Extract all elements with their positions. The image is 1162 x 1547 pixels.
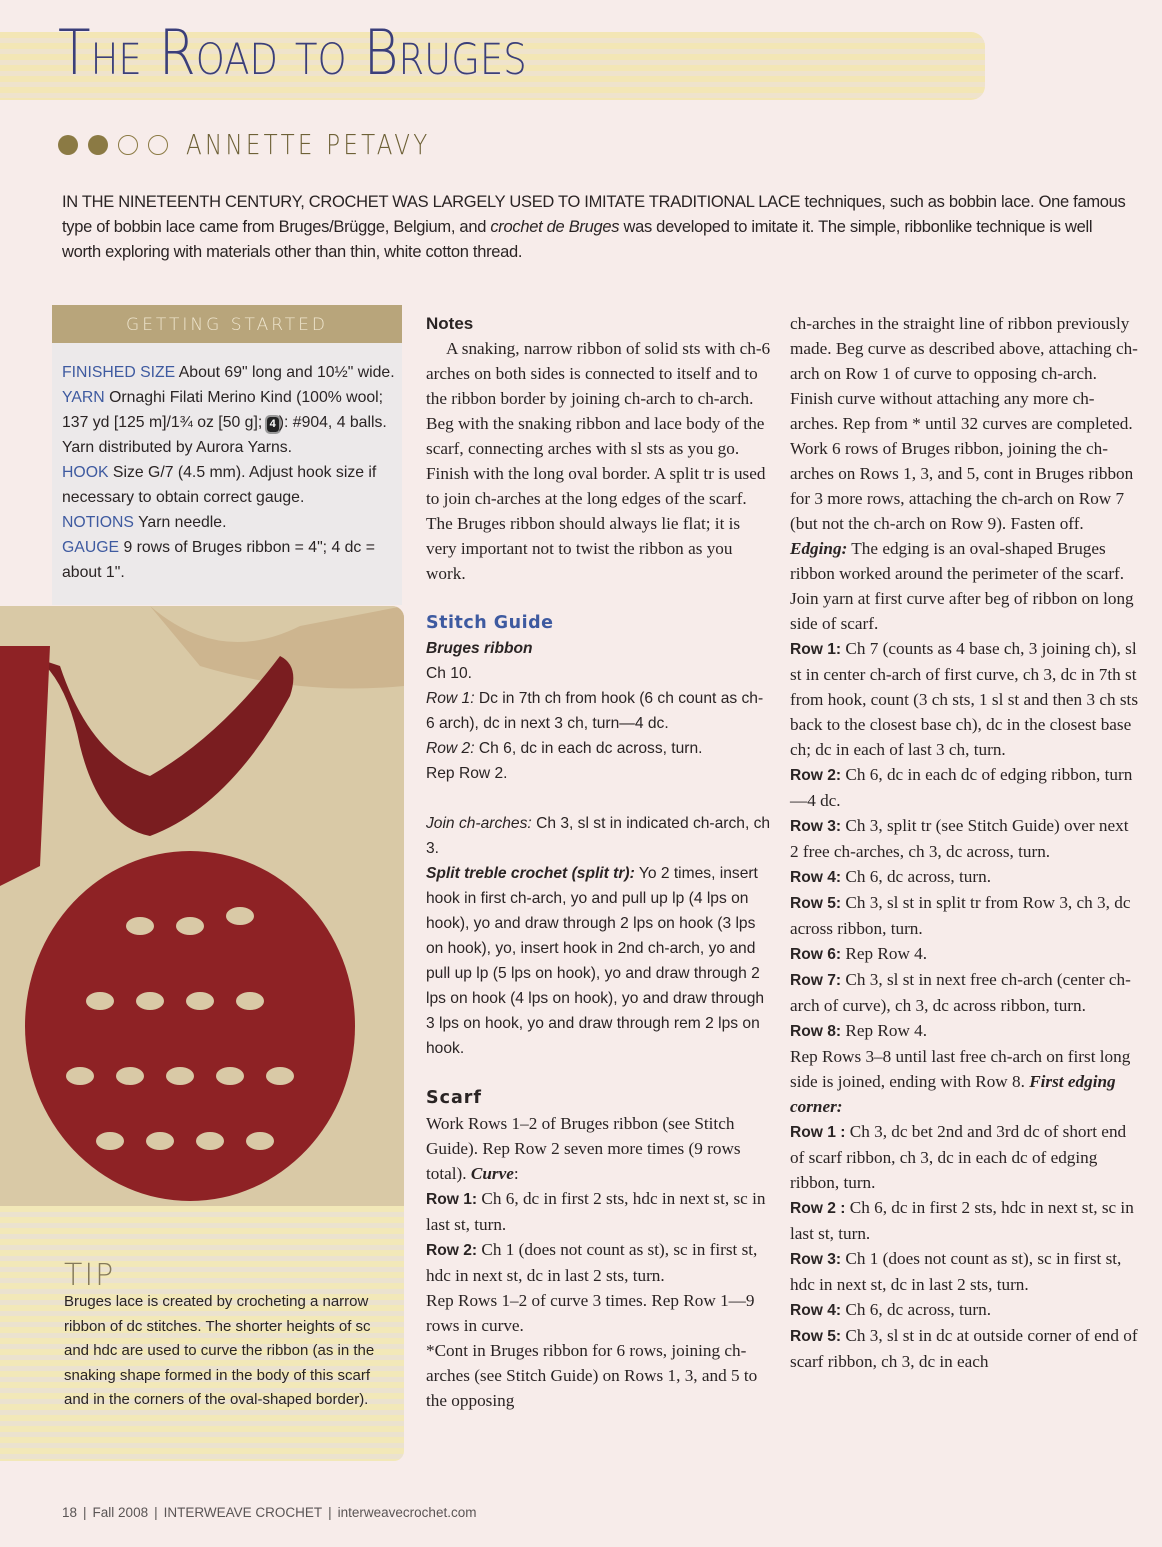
spec-label: NOTIONS: [62, 514, 134, 531]
skill-level-filled-icon: [88, 135, 108, 155]
scarf-heading: Scarf: [426, 1088, 483, 1108]
corner-row: [790, 1246, 1140, 1297]
row-text: Ch 3, sl st in next free ch-arch (center ch-arch of curve), ch 3, dc across ribbon, turn.: [790, 970, 1131, 1015]
edging-text: The edging is an oval-shaped Bruges ribbon worked around the perimeter of the scarf. Join yarn at first curve after beg of ribbon on long side of scarf.: [790, 539, 1134, 633]
row-label: Split treble crochet (split tr):: [426, 865, 635, 882]
spec-label: FINISHED SIZE: [62, 364, 176, 381]
scarf-intro-text: Work Rows 1–2 of Bruges ribbon (see Stitch Guide). Rep Row 2 seven more times (9 rows total).: [426, 1114, 741, 1183]
scarf-row-1: [426, 1186, 771, 1237]
separator: |: [154, 1505, 158, 1520]
row-label: Row 1:: [426, 1191, 478, 1208]
spec-label: YARN: [62, 389, 105, 406]
finished-size: [62, 360, 402, 385]
row-text: Yo 2 times, insert hook in first ch-arch, yo and pull up lp (4 lps on hook), yo and draw through 2 lps on hook (3 lps on hook), yo, insert hook in 2nd ch-arch, yo and pull up lp (5 lps on hook), yo and draw through 2 lps on hook (4 lps on hook), yo and draw through 3 lps on hook, yo and draw through rem 2 lps on hook.: [426, 865, 765, 1057]
skill-level-filled-icon: [58, 135, 78, 155]
tip-heading: TIP: [64, 1258, 116, 1293]
scarf-cont: *Cont in Bruges ribbon for 6 rows, joining ch-arches (see Stitch Guide) on Rows 1, 3, and 5 to the opposing: [426, 1341, 758, 1410]
edging-row: [790, 813, 1140, 864]
row-text: Ch 7 (counts as 4 base ch, 3 joining ch), sl st in center ch-arch of first curve, ch 3, dc in 7th st from hook, count (3 ch sts, 1 sl st and then 3 ch sts back to the closest base ch), dc in the closest base ch; dc in each of last 3 ch, turn.: [790, 639, 1139, 759]
getting-started-heading: GETTING STARTED: [52, 305, 402, 343]
row-text: Dc in 7th ch from hook (6 ch count as ch-6 arch), dc in next 3 ch, turn—4 dc.: [426, 690, 764, 732]
spec-label: GAUGE: [62, 539, 120, 556]
column-middle: [426, 311, 771, 1413]
notes-body: A snaking, narrow ribbon of solid sts with ch-6 arches on both sides is connected to itself and to the ribbon border by joining ch-arch to ch-arch. Beg with the snaking ribbon and lace body of the scarf, connecting arches with sl sts as you go. Finish with the long oval border. A split tr is used to join ch-arches at the long edges of the scarf. The Bruges ribbon should always lie flat; it is very important not to twist the ribbon as you work.: [426, 339, 771, 583]
scarf-cont-continued: ch-arches in the straight line of ribbon previously made. Beg curve as described above, attaching ch-arch on Row 1 of curve to opposing ch-arch. Finish curve without attaching any more ch-arches. Rep from * until 32 curves are completed. Work 6 rows of Bruges ribbon, joining the ch-arches on Rows 1, 3, and 5, cont in Bruges ribbon for 3 more rows, attaching the ch-arch on Row 7 (but not the ch-arch on Row 9). Fasten off.: [790, 314, 1138, 533]
byline: [58, 128, 484, 161]
row-label: Row 2 :: [790, 1200, 846, 1217]
row-label: Row 1 :: [790, 1124, 846, 1141]
notes-heading: Notes: [426, 314, 474, 333]
spec-value: ): #904, 4 balls. Yarn distributed by Aurora Yarns.: [62, 414, 387, 456]
edging-label: Edging:: [790, 539, 848, 558]
edging-row: [790, 1018, 1140, 1044]
skill-level-empty-icon: [148, 135, 168, 155]
curve-colon: :: [513, 1164, 519, 1183]
row-label: Row 1:: [426, 690, 475, 707]
split-treble: [426, 861, 771, 1061]
notions: [62, 510, 402, 535]
spec-label: HOOK: [62, 464, 109, 481]
stitch-ch: Ch 10.: [426, 665, 472, 682]
join-ch-arches: [426, 811, 771, 861]
intro-text: techniques, such as bobbin lace. One famous type of bobbin lace came from Bruges/Brügge, Belgium, and: [62, 193, 1126, 236]
row-text: Ch 1 (does not count as st), sc in first st, hdc in next st, dc in last 2 sts, turn.: [790, 1249, 1122, 1294]
gauge: [62, 535, 402, 585]
issue: Fall 2008: [92, 1505, 149, 1520]
page-title: The Road to Bruges: [58, 16, 527, 89]
yarn: [62, 385, 402, 460]
spec-value: About 69" long and 10½" wide.: [175, 364, 395, 381]
row-label: Row 3:: [790, 818, 842, 835]
row-text: Ch 6, dc in first 2 sts, hdc in next st, sc in last st, turn.: [790, 1198, 1134, 1243]
bruges-ribbon-subheading: Bruges ribbon: [426, 640, 533, 657]
row-label: Join ch-arches:: [426, 815, 532, 832]
row-label: Row 8:: [790, 1023, 842, 1040]
edging-row: [790, 636, 1140, 762]
edging-row: [790, 941, 1140, 967]
row-label: Row 1:: [790, 641, 842, 658]
skill-level-empty-icon: [118, 135, 138, 155]
column-right: [790, 311, 1140, 1374]
intro-text: was developed to imitate it. The simple, ribbonlike technique is well worth exploring with materials other than thin, white cotton thread.: [62, 218, 1093, 261]
row-text: Ch 6, dc across, turn.: [841, 1300, 992, 1319]
getting-started-box: [52, 305, 402, 605]
spec-value: Yarn needle.: [133, 514, 227, 531]
row-text: Ch 6, dc in each dc across, turn.: [474, 740, 703, 757]
scarf-intro: [426, 1111, 771, 1186]
yarn-weight-icon: 4: [267, 417, 279, 432]
edging-rep-text: Rep Rows 3–8 until last free ch-arch on first long side is joined, ending with Row 8.: [790, 1047, 1131, 1091]
edging-row: [790, 890, 1140, 941]
corner-row: [790, 1119, 1140, 1195]
author-name: ANNETTE PETAVY: [186, 128, 431, 161]
intro-italic: crochet de Bruges: [490, 218, 620, 236]
row-label: Row 7:: [790, 972, 842, 989]
stitch-guide-heading: Stitch Guide: [426, 613, 554, 633]
row-text: Ch 3, sl st in split tr from Row 3, ch 3, dc across ribbon, turn.: [790, 893, 1131, 938]
page-number: 18: [62, 1505, 78, 1520]
tip-body: Bruges lace is created by crocheting a narrow ribbon of dc stitches. The shorter heights of sc and hdc are used to curve the ribbon (as in the snaking shape formed in the body of this scarf and in the corners of the oval-shaped border).: [64, 1293, 375, 1408]
scarf-photo: [0, 606, 404, 1206]
row-label: Row 6:: [790, 946, 842, 963]
row-label: Row 4:: [790, 1302, 842, 1319]
row-label: Row 2:: [426, 1242, 478, 1259]
scarf-row-2: [426, 1237, 771, 1288]
row-text: Ch 3, split tr (see Stitch Guide) over next 2 free ch-arches, ch 3, dc across, turn.: [790, 816, 1129, 861]
separator: |: [83, 1505, 87, 1520]
edging-row: [790, 762, 1140, 813]
corner-row: [790, 1297, 1140, 1323]
row-label: Row 5:: [790, 895, 842, 912]
row-text: Ch 6, dc in first 2 sts, hdc in next st, sc in last st, turn.: [426, 1189, 766, 1234]
edging-row: [790, 864, 1140, 890]
stitch-row-1: [426, 686, 771, 736]
page-footer: [62, 1505, 476, 1520]
row-label: Row 4:: [790, 869, 842, 886]
row-label: Row 2:: [426, 740, 475, 757]
row-text: Ch 3, dc bet 2nd and 3rd dc of short end of scarf ribbon, ch 3, dc in each dc of edging ribbon, turn.: [790, 1122, 1127, 1192]
row-label: Row 3:: [790, 1251, 842, 1268]
hook: [62, 460, 402, 510]
row-label: Row 5:: [790, 1328, 842, 1345]
edging-row: [790, 967, 1140, 1018]
spec-value: Size G/7 (4.5 mm). Adjust hook size if necessary to obtain correct gauge.: [62, 464, 377, 506]
corner-row: [790, 1195, 1140, 1246]
corner-row: [790, 1323, 1140, 1374]
row-text: Ch 1 (does not count as st), sc in first st, hdc in next st, dc in last 2 sts, turn.: [426, 1240, 758, 1285]
website-link[interactable]: interweavecrochet.com: [337, 1505, 477, 1520]
row-label: Row 2:: [790, 767, 842, 784]
stitch-row-2: [426, 736, 771, 761]
separator: |: [328, 1505, 332, 1520]
magazine-name: INTERWEAVE CROCHET: [163, 1505, 323, 1520]
corner-label: First edging corner:: [790, 1072, 1116, 1116]
row-text: Ch 3, sl st in dc at outside corner of end of scarf ribbon, ch 3, dc in each: [790, 1326, 1138, 1371]
curve-label: Curve: [470, 1164, 514, 1183]
edging-intro: [790, 536, 1140, 636]
row-text: Ch 6, dc across, turn.: [841, 867, 992, 886]
intro-lead-caps: IN THE NINETEENTH CENTURY, CROCHET WAS LARGELY USED TO IMITATE TRADITIONAL LACE: [62, 193, 801, 211]
edging-rep: [790, 1044, 1140, 1119]
spec-value: 9 rows of Bruges ribbon = 4"; 4 dc = about 1".: [62, 539, 375, 581]
row-text: Rep Row 4.: [841, 1021, 928, 1040]
row-text: Ch 6, dc in each dc of edging ribbon, turn—4 dc.: [790, 765, 1133, 810]
row-text: Rep Row 4.: [841, 944, 928, 963]
intro-paragraph: [62, 190, 1132, 265]
scarf-photo-illustration: [0, 606, 404, 1206]
stitch-rep: Rep Row 2.: [426, 765, 508, 782]
row-text: Ch 3, sl st in indicated ch-arch, ch 3.: [426, 815, 771, 857]
tip-box: [0, 1206, 404, 1461]
scarf-rep: Rep Rows 1–2 of curve 3 times. Rep Row 1—9 rows in curve.: [426, 1291, 755, 1335]
spec-value: Ornaghi Filati Merino Kind (100% wool; 137 yd [125 m]/1¾ oz [50 g];: [62, 389, 384, 431]
